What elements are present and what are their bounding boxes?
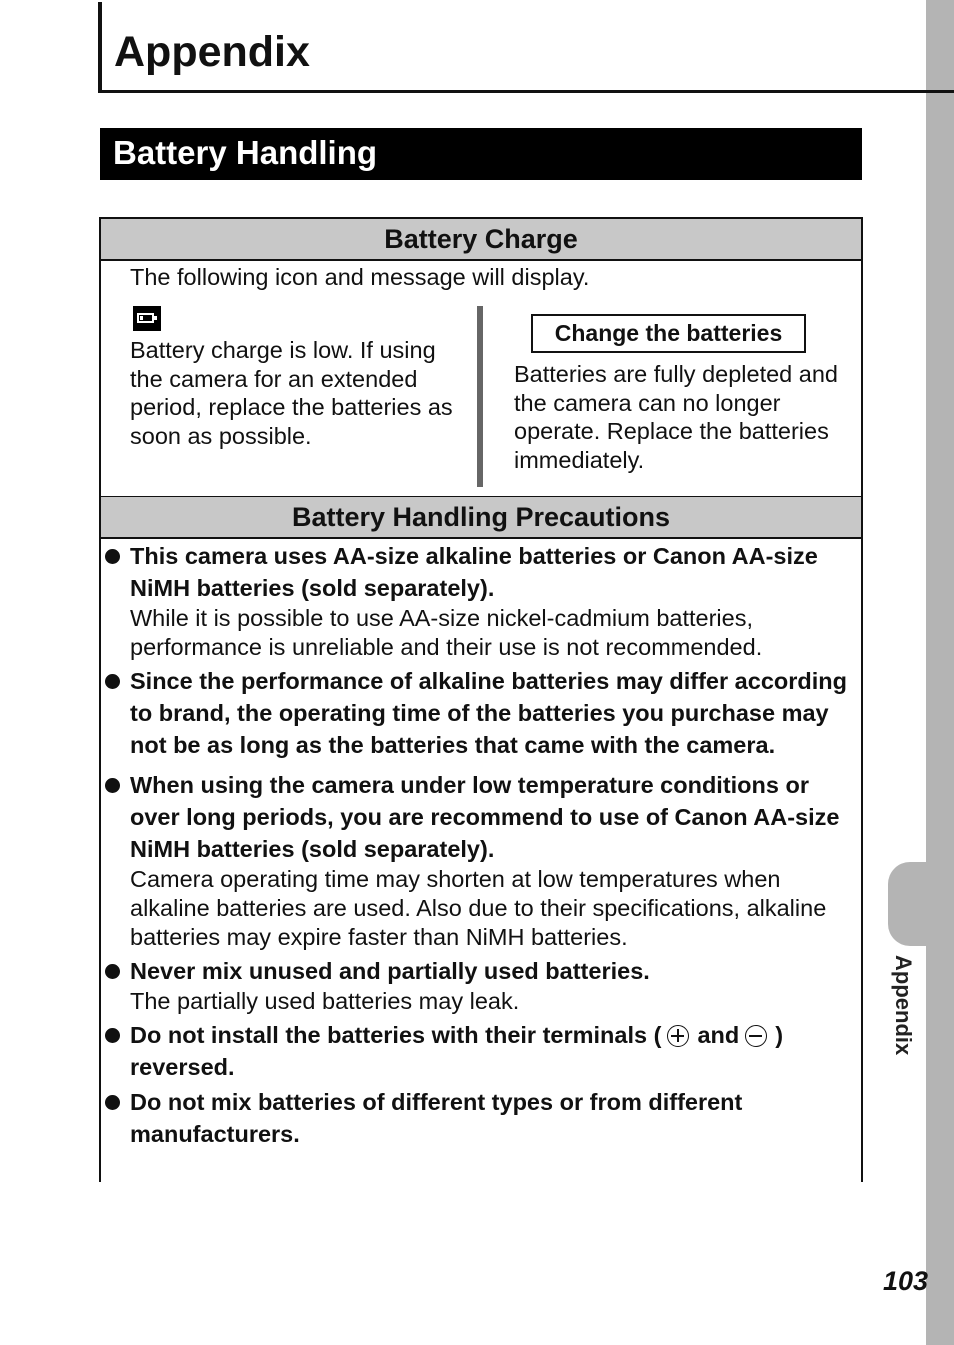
list-item [104, 1086, 857, 1150]
bullet-icon [105, 1095, 120, 1110]
list-item [104, 955, 857, 1016]
depleted-message: Batteries are fully depleted and the camera can no longer operate. Replace the batteries immediately. [514, 361, 838, 474]
side-strip [926, 0, 954, 1345]
battery-low-icon [133, 306, 161, 331]
page-title: Appendix [114, 28, 310, 76]
battery-charge-header: Battery Charge [101, 218, 861, 261]
item-heading: Do not mix batteries of different types or from different manufacturers. [130, 1089, 743, 1147]
list-item [104, 665, 857, 761]
title-rule-vertical [98, 2, 102, 93]
section-title: Battery Handling [113, 134, 378, 171]
item-heading: Do not install the batteries with their terminals ( and ) reversed. [130, 1022, 784, 1080]
bullet-icon [105, 674, 120, 689]
list-item [104, 540, 857, 662]
box-border-left [99, 217, 101, 1182]
item-heading: This camera uses AA-size alkaline batteries or Canon AA-size NiMH batteries (sold separately). [130, 543, 818, 601]
box-border-right [861, 217, 863, 1182]
title-rule-horizontal [98, 90, 954, 93]
page-number: 103 [882, 1266, 928, 1296]
item-heading: Never mix unused and partially used batteries. [130, 958, 650, 984]
side-tab-label: Appendix [891, 955, 916, 1056]
side-tab [888, 862, 954, 946]
list-item [104, 769, 857, 952]
item-body: Camera operating time may shorten at low temperatures when alkaline batteries are used. Also due to their specifications, alkaline batteries may expire faster than NiMH batteries. [130, 866, 827, 950]
bullet-icon [105, 1028, 120, 1043]
battery-charge-intro: The following icon and message will display. [130, 264, 590, 290]
change-batteries-label: Change the batteries [531, 314, 806, 353]
list-item [104, 1019, 857, 1083]
precautions-list [104, 540, 857, 1153]
item-body: The partially used batteries may leak. [130, 988, 520, 1014]
bullet-icon [105, 778, 120, 793]
plus-terminal-icon [667, 1025, 689, 1047]
bullet-icon [105, 964, 120, 979]
item-heading: When using the camera under low temperature conditions or over long periods, you are recommend to use of Canon AA-size NiMH batteries (sold separately). [130, 772, 840, 862]
precautions-header: Battery Handling Precautions [101, 496, 861, 539]
column-divider [477, 306, 483, 487]
section-banner [100, 128, 862, 180]
bullet-icon [105, 549, 120, 564]
low-battery-message: Battery charge is low. If using the camera for an extended period, replace the batteries as soon as possible. [130, 337, 453, 450]
item-heading: Since the performance of alkaline batteries may differ according to brand, the operating time of the batteries you purchase may not be as long as the batteries that came with the camera. [130, 668, 847, 758]
item-body: While it is possible to use AA-size nickel-cadmium batteries, performance is unreliable and their use is not recommended. [130, 605, 763, 660]
minus-terminal-icon [745, 1025, 767, 1047]
